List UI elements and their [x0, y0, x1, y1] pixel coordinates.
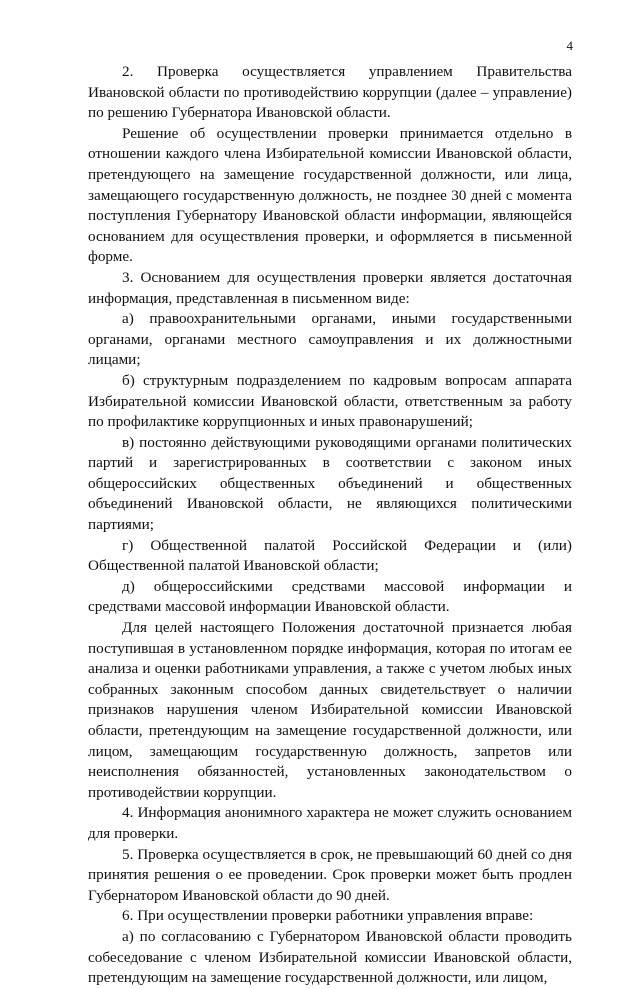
- paragraph-subitem-d: д) общероссийскими средствами массовой информации и средствами массовой информации Ивановской области.: [88, 577, 572, 616]
- paragraph-sufficient-info: Для целей настоящего Положения достаточной признается любая поступившая в установленном порядке информация, которая по итогам ее анализа и оценки работниками управления, а также с учетом любых иных собранных законным способом данных свидетельствует о наличии признаков нарушения членом Избирательной комиссии Ивановской области, претендующим на замещение государственной должности, или лицом, замещающим государственную должность, запретов или неисполнения обязанностей, установленных законодательством о противодействии коррупции.: [88, 619, 572, 801]
- paragraph-subitem-g: г) Общественной палатой Российской Федерации и (или) Общественной палатой Ивановской области;: [88, 536, 572, 575]
- paragraph-subitem-v: в) постоянно действующими руководящими органами политических партий и зарегистрированных в соответствии с законом иных общероссийских общественных объединений и общественных объединений Ивановской области, не являющихся политическими партиями;: [88, 433, 572, 534]
- document-body: [88, 62, 572, 989]
- paragraph-item-2: 2. Проверка осуществляется управлением Правительства Ивановской области по противодействию коррупции (далее – управление) по решению Губернатора Ивановской области.: [88, 63, 572, 122]
- paragraph-item-3: 3. Основанием для осуществления проверки является достаточная информация, представленная в письменном виде:: [88, 268, 572, 307]
- page-number: 4: [566, 38, 573, 53]
- paragraph-subitem-b: б) структурным подразделением по кадровым вопросам аппарата Избирательной комиссии Ивановской области, ответственным за работу по профилактике коррупционных и иных правонарушений;: [88, 371, 572, 431]
- paragraph-item-6: 6. При осуществлении проверки работники управления вправе:: [122, 907, 534, 925]
- paragraph-item-5: 5. Проверка осуществляется в срок, не превышающий 60 дней со дня принятия решения о ее проведении. Срок проверки может быть продлен Губернатором Ивановской области до 90 дней.: [88, 845, 572, 904]
- paragraph-item-6-subitem-a: а) по согласованию с Губернатором Ивановской области проводить собеседование с членом Избирательной комиссии Ивановской области, претендующим на замещение государственной должности, или лицом,: [88, 927, 572, 987]
- paragraph-item-4: 4. Информация анонимного характера не может служить основанием для проверки.: [88, 804, 572, 842]
- paragraph-subitem-a: а) правоохранительными органами, иными государственными органами, органами местного самоуправления и их должностными лицами;: [88, 310, 572, 369]
- paragraph-decision: Решение об осуществлении проверки принимается отдельно в отношении каждого члена Избирательной комиссии Ивановской области, претендующего на замещение государственной должности, или лица, замещающего государственную должность, не позднее 30 дней с момента поступления Губернатору Ивановской области информации, являющейся основанием для осуществления проверки, и оформляется в письменной форме.: [88, 124, 572, 266]
